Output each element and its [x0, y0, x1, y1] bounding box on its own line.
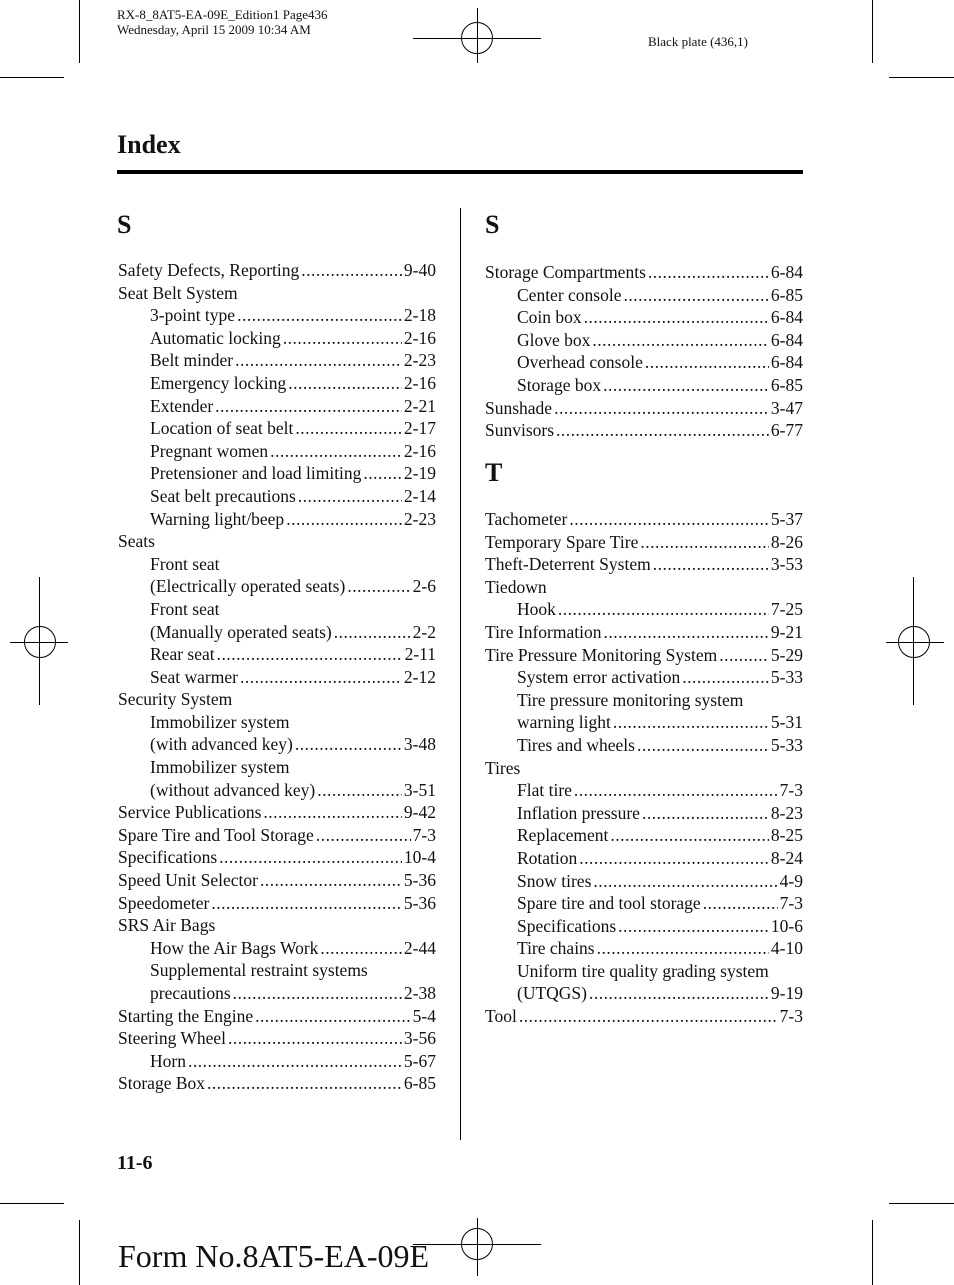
entry-term: Warning light/beep [150, 508, 285, 529]
entry-page: 8-24 [770, 847, 803, 868]
dot-leader [623, 284, 768, 307]
dot-leader [558, 598, 769, 621]
index-entry [118, 711, 436, 734]
index-entry [118, 395, 436, 418]
dot-leader [301, 259, 402, 282]
dot-leader [363, 462, 402, 485]
dot-leader [640, 531, 769, 554]
entry-page: 5-33 [770, 734, 803, 755]
index-entry [118, 982, 436, 1005]
entry-term: Service Publications [118, 802, 262, 823]
entry-page: 2-23 [403, 350, 436, 371]
entry-term: Spare Tire and Tool Storage [118, 824, 314, 845]
entry-term: Tire pressure monitoring system [517, 689, 744, 710]
index-entry [118, 440, 436, 463]
entry-term: Storage Compartments [485, 262, 646, 282]
entry-page: 2-17 [403, 418, 436, 439]
dot-leader [579, 847, 769, 870]
dot-leader [292, 711, 435, 734]
index-entry [118, 733, 436, 756]
entry-page: 2-23 [403, 508, 436, 529]
index-entry [485, 531, 803, 554]
entry-term: Steering Wheel [118, 1028, 227, 1049]
entry-page: 2-44 [403, 937, 436, 958]
dot-leader [569, 508, 769, 531]
entry-page: 6-77 [770, 420, 803, 441]
dot-leader [719, 644, 769, 667]
index-entry [118, 959, 436, 982]
dot-leader [222, 553, 434, 576]
index-entry [118, 1050, 436, 1073]
entry-page: 7-3 [412, 824, 436, 845]
index-entry [485, 261, 803, 284]
dot-leader [215, 395, 402, 418]
index-entry [485, 779, 803, 802]
entry-page: 6-84 [770, 307, 803, 328]
entry-page: 7-25 [770, 599, 803, 620]
dot-leader [283, 327, 402, 350]
dot-leader [188, 1050, 402, 1073]
entry-term: Flat tire [517, 780, 572, 801]
dot-leader [316, 824, 411, 847]
index-entry [118, 282, 436, 305]
entry-term: Seat belt precautions [150, 485, 296, 506]
entry-term: Center console [517, 284, 622, 305]
index-entry [485, 1005, 803, 1028]
entry-page: 4-9 [779, 870, 803, 891]
entry-term: Belt minder [150, 350, 234, 371]
index-entry [485, 508, 803, 531]
dot-leader [211, 892, 402, 915]
entry-term: Inflation pressure [517, 802, 640, 823]
index-entry [118, 508, 436, 531]
dot-leader [217, 643, 403, 666]
entry-term: Tires and wheels [517, 734, 635, 755]
section-letter-s-left: S [117, 210, 132, 239]
dot-leader [653, 553, 769, 576]
entry-term: Tire chains [517, 938, 595, 959]
entry-page: 2-12 [403, 666, 436, 687]
entry-term: Location of seat belt [150, 418, 294, 439]
dot-leader [286, 508, 402, 531]
entry-page: 9-40 [403, 260, 436, 280]
dot-leader [288, 372, 402, 395]
entry-page: 9-42 [403, 802, 436, 823]
entry-term: Security System [118, 689, 233, 710]
index-entry [485, 666, 803, 689]
entry-term: Sunshade [485, 397, 553, 418]
dot-leader [219, 846, 402, 869]
entry-term: Specifications [118, 847, 218, 868]
entry-term: Storage Box [118, 1073, 206, 1094]
entry-page: 7-3 [779, 893, 803, 914]
index-entry [118, 824, 436, 847]
index-entry [485, 374, 803, 397]
entry-page: 3-56 [403, 1028, 436, 1049]
entry-term: Emergency locking [150, 372, 287, 393]
index-entry [485, 734, 803, 757]
entry-page: 3-51 [403, 779, 436, 800]
index-entry [118, 643, 436, 666]
index-entry [485, 802, 803, 825]
index-entry [118, 259, 436, 282]
entry-term: Supplemental restraint systems [150, 960, 368, 981]
dot-leader [260, 869, 402, 892]
entry-term: Tiedown [485, 576, 547, 597]
entry-term: Rotation [517, 847, 578, 868]
entry-term: Front seat [150, 598, 220, 619]
dot-leader [642, 802, 769, 825]
entry-term: Front seat [150, 553, 220, 574]
entry-page: 6-84 [770, 262, 803, 282]
entry-term: System error activation [517, 667, 681, 688]
entry-page: 2-19 [403, 463, 436, 484]
entry-term: Speedometer [118, 892, 210, 913]
index-entry [485, 937, 803, 960]
index-entry [485, 847, 803, 870]
entry-page: 5-31 [770, 712, 803, 733]
right-index-list-t [485, 508, 803, 1028]
plate-label: Black plate (436,1) [648, 34, 748, 49]
entry-page: 3-53 [770, 554, 803, 575]
section-letter-t: T [485, 458, 503, 487]
entry-page: 10-6 [770, 915, 803, 936]
dot-leader [292, 756, 435, 779]
dot-leader [347, 575, 410, 598]
index-entry [485, 553, 803, 576]
entry-term: Storage box [517, 374, 602, 395]
entry-page: 8-26 [770, 531, 803, 552]
dot-leader [217, 914, 434, 937]
entry-page: 9-19 [770, 983, 803, 1004]
index-entry [118, 349, 436, 372]
entry-page: 6-84 [770, 329, 803, 350]
dot-leader [228, 1027, 402, 1050]
entry-term: Hook [517, 599, 556, 620]
entry-page: 2-2 [412, 621, 436, 642]
index-entry [485, 397, 803, 420]
dot-leader [597, 937, 769, 960]
entry-term: (without advanced key) [150, 779, 316, 800]
index-entry [118, 688, 436, 711]
dot-leader [334, 621, 411, 644]
index-entry [118, 553, 436, 576]
entry-page: 5-4 [412, 1005, 436, 1026]
page-title: Index [117, 130, 181, 159]
index-entry [485, 892, 803, 915]
dot-leader [554, 397, 769, 420]
dot-leader [703, 892, 778, 915]
index-entry [118, 801, 436, 824]
dot-leader [556, 419, 769, 442]
entry-page: 2-11 [404, 644, 436, 665]
index-entry [118, 462, 436, 485]
index-entry [118, 666, 436, 689]
entry-term: Safety Defects, Reporting [118, 260, 300, 280]
entry-term: SRS Air Bags [118, 915, 216, 936]
entry-term: Tool [485, 1006, 517, 1027]
entry-page: 5-37 [770, 509, 803, 529]
entry-term: Glove box [517, 329, 591, 350]
entry-term: (Manually operated seats) [150, 621, 332, 642]
dot-leader [295, 417, 402, 440]
entry-term: warning light [517, 712, 611, 733]
entry-page: 2-38 [403, 983, 436, 1003]
dot-leader [604, 621, 769, 644]
entry-term: Speed Unit Selector [118, 870, 258, 891]
entry-term: (UTQGS) [517, 983, 587, 1004]
entry-page: 2-21 [403, 395, 436, 416]
entry-term: Horn [150, 1050, 186, 1071]
dot-leader [317, 779, 402, 802]
left-index-list [118, 259, 436, 1095]
entry-page: 2-18 [403, 305, 436, 326]
entry-page: 2-6 [412, 576, 436, 597]
entry-term: Temporary Spare Tire [485, 531, 639, 552]
dot-leader [222, 598, 434, 621]
dot-leader [519, 1005, 778, 1028]
entry-page: 6-85 [403, 1073, 436, 1094]
column-divider [460, 208, 461, 1140]
dot-leader [207, 1072, 402, 1095]
entry-term: Specifications [517, 915, 617, 936]
entry-term: Pretensioner and load limiting [150, 463, 362, 484]
dot-leader [610, 824, 769, 847]
index-entry [118, 575, 436, 598]
entry-term: Starting the Engine [118, 1005, 254, 1026]
dot-leader [295, 733, 402, 756]
entry-page: 5-36 [403, 892, 436, 913]
dot-leader [255, 1005, 411, 1028]
print-file-line: RX-8_8AT5-EA-09E_Edition1 Page436 [117, 7, 328, 22]
dot-leader [320, 937, 402, 960]
index-entry [485, 915, 803, 938]
dot-leader [613, 711, 769, 734]
entry-page: 8-23 [770, 802, 803, 823]
entry-term: 3-point type [150, 305, 236, 326]
entry-term: Seat Belt System [118, 282, 238, 303]
dot-leader [270, 440, 402, 463]
index-entry [118, 304, 436, 327]
entry-page: 3-48 [403, 734, 436, 755]
entry-term: Tire Pressure Monitoring System [485, 644, 718, 665]
dot-leader [645, 351, 769, 374]
index-entry [118, 937, 436, 960]
entry-page: 10-4 [403, 847, 436, 868]
section-letter-s-right: S [485, 210, 500, 239]
index-entry [118, 914, 436, 937]
entry-term: Extender [150, 395, 214, 416]
dot-leader [771, 960, 801, 983]
form-number: Form No.8AT5-EA-09E [118, 1238, 430, 1274]
right-index-list-s [485, 261, 803, 442]
entry-term: Seats [118, 531, 155, 552]
entry-page: 7-3 [779, 1006, 803, 1027]
entry-term: Coin box [517, 307, 582, 328]
print-date-line: Wednesday, April 15 2009 10:34 AM [117, 22, 311, 37]
entry-term: Overhead console [517, 352, 643, 373]
dot-leader [549, 576, 801, 599]
entry-page: 5-36 [403, 870, 436, 891]
index-entry [118, 417, 436, 440]
index-entry [485, 419, 803, 442]
entry-page: 5-29 [770, 644, 803, 665]
index-entry [118, 756, 436, 779]
index-entry [485, 757, 803, 780]
index-entry [485, 824, 803, 847]
dot-leader [745, 689, 801, 712]
index-entry [485, 689, 803, 712]
dot-leader [618, 915, 769, 938]
entry-page: 6-84 [770, 352, 803, 373]
dot-leader [648, 261, 769, 284]
dot-leader [233, 982, 402, 1005]
index-entry [118, 598, 436, 621]
dot-leader [592, 329, 769, 352]
dot-leader [370, 959, 434, 982]
index-entry [118, 892, 436, 915]
entry-page: 2-14 [403, 485, 436, 506]
dot-leader [157, 530, 434, 553]
dot-leader [298, 485, 402, 508]
entry-page: 8-25 [770, 825, 803, 846]
dot-leader [584, 306, 769, 329]
entry-page: 3-47 [770, 397, 803, 418]
index-entry [118, 779, 436, 802]
dot-leader [682, 666, 769, 689]
index-entry [485, 711, 803, 734]
entry-page: 5-33 [770, 667, 803, 688]
entry-page: 5-67 [403, 1050, 436, 1071]
dot-leader [237, 304, 402, 327]
index-entry [118, 846, 436, 869]
entry-page: 6-85 [770, 374, 803, 395]
dot-leader [240, 666, 402, 689]
entry-term: Snow tires [517, 870, 592, 891]
index-entry [118, 1072, 436, 1095]
index-entry [485, 960, 803, 983]
entry-term: Immobilizer system [150, 711, 290, 732]
index-entry [118, 1005, 436, 1028]
entry-term: Tire Information [485, 621, 602, 642]
entry-term: Uniform tire quality grading system [517, 960, 769, 981]
index-entry [485, 644, 803, 667]
entry-term: Sunvisors [485, 420, 555, 441]
page-number: 11-6 [117, 1152, 153, 1174]
dot-leader [522, 757, 801, 780]
index-entry [485, 982, 803, 1005]
entry-term: Automatic locking [150, 327, 281, 348]
index-entry [118, 1027, 436, 1050]
dot-leader [234, 688, 434, 711]
index-entry [485, 598, 803, 621]
index-entry [485, 621, 803, 644]
index-entry [485, 576, 803, 599]
entry-term: Tires [485, 757, 521, 778]
index-entry [118, 621, 436, 644]
entry-term: Spare tire and tool storage [517, 893, 701, 914]
index-entry [118, 327, 436, 350]
entry-term: Replacement [517, 825, 609, 846]
entry-page: 6-85 [770, 284, 803, 305]
entry-term: Tachometer [485, 509, 568, 529]
entry-page: 7-3 [779, 780, 803, 801]
index-entry [485, 870, 803, 893]
entry-term: precautions [150, 983, 231, 1003]
entry-term: (Electrically operated seats) [150, 576, 346, 597]
dot-leader [574, 779, 778, 802]
index-entry [118, 530, 436, 553]
entry-term: How the Air Bags Work [150, 937, 319, 958]
entry-page: 2-16 [403, 327, 436, 348]
title-rule [117, 170, 803, 174]
index-entry [485, 284, 803, 307]
entry-page: 2-16 [403, 440, 436, 461]
entry-term: Pregnant women [150, 440, 269, 461]
entry-term: Immobilizer system [150, 757, 290, 778]
dot-leader [603, 374, 769, 397]
index-entry [118, 869, 436, 892]
entry-term: (with advanced key) [150, 734, 293, 755]
index-entry [485, 329, 803, 352]
dot-leader [589, 982, 769, 1005]
entry-page: 9-21 [770, 621, 803, 642]
index-entry [118, 372, 436, 395]
entry-page: 2-16 [403, 372, 436, 393]
index-entry [485, 306, 803, 329]
index-entry [118, 485, 436, 508]
dot-leader [593, 870, 777, 893]
entry-term: Rear seat [150, 644, 215, 665]
dot-leader [240, 282, 434, 305]
entry-term: Seat warmer [150, 666, 238, 687]
entry-page: 4-10 [770, 938, 803, 959]
entry-term: Theft-Deterrent System [485, 554, 651, 575]
index-entry [485, 351, 803, 374]
dot-leader [637, 734, 769, 757]
dot-leader [263, 801, 402, 824]
dot-leader [235, 349, 402, 372]
